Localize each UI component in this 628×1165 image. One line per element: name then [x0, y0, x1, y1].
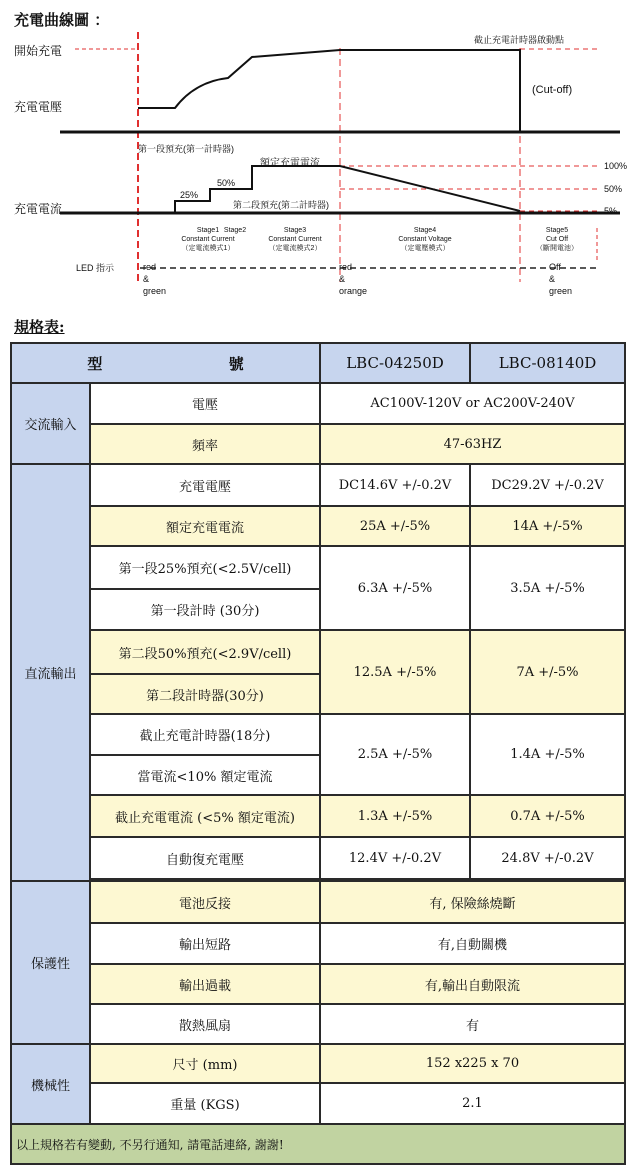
table-row: [11, 714, 625, 755]
row-label: 第一段計時 (30分): [90, 589, 320, 630]
model-header: 型 號: [11, 343, 320, 383]
stage2-precharge-label: 第二段預充(第二計時器): [233, 200, 329, 210]
table-row: [11, 424, 625, 464]
table-row: [11, 1044, 625, 1083]
row-value-2: DC29.2V +/-0.2V: [470, 464, 625, 506]
stage3-caption: Stage3 Constant Current （定電流模式2）: [268, 227, 322, 252]
row-value: 有,自動關機: [320, 923, 625, 964]
table-row: [11, 1083, 625, 1124]
current-label: 充電電流: [14, 202, 63, 216]
stage1-precharge-label: 第一段預充(第一計時器): [138, 144, 234, 154]
led-label: LED 指示: [76, 263, 115, 273]
row-label: 額定充電電流: [90, 506, 320, 546]
row-value-1: 1.3A +/-5%: [320, 795, 470, 837]
row-value: 有: [320, 1004, 625, 1044]
row-value-2: 3.5A +/-5%: [470, 546, 625, 630]
stage4-caption: Stage4 Constant Voltage （定電壓模式）: [398, 227, 452, 252]
table-row: [11, 630, 625, 674]
row-label: 電池反接: [90, 881, 320, 923]
table-row: [11, 795, 625, 837]
spec-title: 規格表:: [14, 318, 65, 336]
table-row: [11, 837, 625, 879]
row-label: 電壓: [90, 383, 320, 424]
voltage-curve: [138, 50, 520, 132]
group-ac-input: 交流輸入: [11, 383, 90, 464]
table-row: [11, 1004, 625, 1044]
group-mechanical: 機械性: [11, 1044, 90, 1124]
row-label: 輸出短路: [90, 923, 320, 964]
group-dc-output: 直流輸出: [11, 464, 90, 881]
row-value: 有, 保險絲燒斷: [320, 881, 625, 923]
row-label: 第二段50%預充(<2.9V/cell): [90, 630, 320, 674]
pct25-label: 25%: [180, 190, 199, 200]
row-value: 有,輸出自動限流: [320, 964, 625, 1004]
row-value-2: 14A +/-5%: [470, 506, 625, 546]
row-value-2: 1.4A +/-5%: [470, 714, 625, 795]
pct50-right-label: 50%: [604, 184, 623, 194]
row-value-1: DC14.6V +/-0.2V: [320, 464, 470, 506]
table-row: [11, 546, 625, 589]
row-value: 47-63HZ: [320, 424, 625, 464]
model-2: LBC-08140D: [470, 343, 625, 383]
row-value-1: 2.5A +/-5%: [320, 714, 470, 795]
row-value-1: 6.3A +/-5%: [320, 546, 470, 630]
led-off-green: Off & green: [549, 262, 573, 296]
chart-title: 充電曲線圖 ：: [14, 11, 110, 29]
pct5-label: 5%: [604, 206, 618, 216]
row-value: AC100V-120V or AC200V-240V: [320, 383, 625, 424]
led-red-green-1: red & green: [143, 262, 167, 296]
row-label: 散熱風扇: [90, 1004, 320, 1044]
cutoff-label: (Cut-off): [532, 84, 573, 96]
row-value-1: 12.5A +/-5%: [320, 630, 470, 714]
group-protection: 保護性: [11, 881, 90, 1044]
table-row: [11, 464, 625, 506]
row-value-2: 24.8V +/-0.2V: [470, 837, 625, 879]
row-value-1: 12.4V +/-0.2V: [320, 837, 470, 879]
pct100-label: 100%: [604, 161, 628, 171]
row-label: 重量 (KGS): [90, 1083, 320, 1124]
row-value: 2.1: [320, 1083, 625, 1124]
row-label: 第二段計時器(30分): [90, 674, 320, 714]
row-label: 頻率: [90, 424, 320, 464]
voltage-label: 充電電壓: [14, 100, 63, 114]
pct50-label: 50%: [217, 178, 236, 188]
row-label: 截止充電計時器(18分): [90, 714, 320, 755]
row-value-1: 25A +/-5%: [320, 506, 470, 546]
row-label: 充電電壓: [90, 464, 320, 506]
start-charge-label: 開始充電: [14, 44, 63, 58]
row-value: 152 x225 x 70: [320, 1044, 625, 1083]
table-row: [11, 964, 625, 1004]
table-row: [11, 923, 625, 964]
model-1: LBC-04250D: [320, 343, 470, 383]
row-value-2: 0.7A +/-5%: [470, 795, 625, 837]
row-label: 第一段25%預充(<2.5V/cell): [90, 546, 320, 589]
table-row: [11, 881, 625, 923]
footer-note: 以上規格若有變動, 不另行通知, 請電話連絡, 謝謝!: [11, 1124, 625, 1164]
led-red-orange: red & orange: [339, 262, 368, 296]
row-label: 尺寸 (mm): [90, 1044, 320, 1083]
spec-table: [10, 342, 626, 1165]
header-row: [11, 343, 625, 383]
row-label: 截止充電電流 (<5% 額定電流): [90, 795, 320, 837]
table-row: [11, 506, 625, 546]
stage2-caption: Stage2: [223, 227, 247, 234]
row-label: 當電流<10% 額定電流: [90, 755, 320, 795]
stage1-caption: Stage1 Constant Current （定電流模式1）: [181, 227, 235, 252]
stage5-caption: Stage5 Cut Off （斷開電池）: [536, 227, 578, 252]
row-value-2: 7A +/-5%: [470, 630, 625, 714]
footer-row: [11, 1124, 625, 1164]
row-label: 輸出過載: [90, 964, 320, 1004]
rated-current-label: 額定充電電流: [260, 158, 320, 169]
row-label: 自動復充電壓: [90, 837, 320, 879]
table-row: [11, 383, 625, 424]
cutoff-timer-label: 截止充電計時器啟動點: [474, 35, 565, 45]
